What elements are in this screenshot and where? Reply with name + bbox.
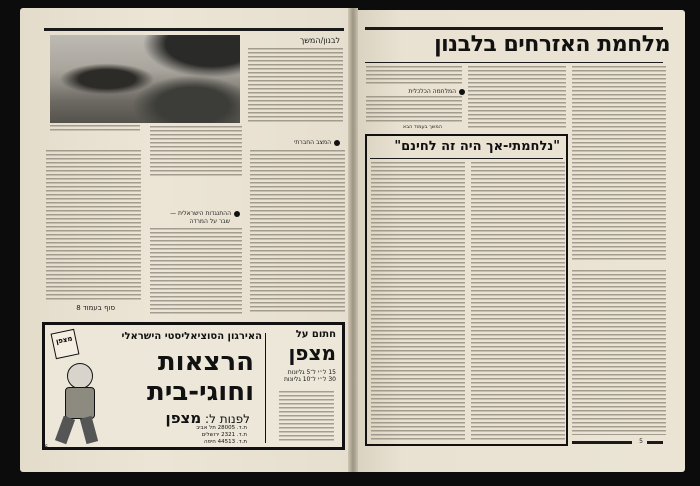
- box-rule: [370, 158, 563, 159]
- cartoon-leg: [80, 416, 98, 444]
- marx-cartoon: [53, 329, 113, 444]
- ad-headline: הרצאות: [157, 347, 254, 377]
- photo-caption: [50, 125, 140, 133]
- page-number: 5: [639, 438, 643, 445]
- boxed-article: [365, 134, 568, 446]
- article-text: [366, 96, 462, 122]
- address: ת.ד. 28005 תל אביב: [196, 425, 247, 431]
- advertisement: [42, 322, 345, 450]
- org-name: האירגון הסוציאליסטי הישראלי: [121, 331, 262, 342]
- address: ת.ד. 44513 חיפה: [204, 439, 247, 445]
- article-text: [248, 48, 343, 123]
- article-text: [371, 162, 465, 442]
- price: 15 ל״י ל־5 גליונות: [287, 369, 336, 376]
- contact-label: לפנות ל: מצפן: [165, 409, 250, 427]
- subhead: המלחמה הכלכלית: [408, 88, 465, 95]
- ad-fine-print: [279, 391, 334, 441]
- cartoon-head: [67, 363, 93, 389]
- subhead: ההתנגדות הישראלית —: [170, 210, 240, 217]
- article-text: [250, 150, 345, 312]
- bottom-rule: [647, 441, 663, 444]
- address: ת.ד. 2321 ירושלים: [201, 432, 247, 438]
- article-text: [150, 228, 242, 316]
- cartoon-body: [65, 387, 95, 419]
- ad-divider: [265, 333, 266, 443]
- page-fold: [348, 8, 358, 472]
- subhead: המצב החברתי: [294, 139, 340, 146]
- addresses: [196, 425, 247, 446]
- subscribe-label: חתום על: [295, 329, 336, 340]
- section-title: לבנון/המשך: [299, 36, 340, 45]
- main-headline: מלחמת האזרחים בלבנון: [434, 32, 670, 57]
- continued-note: סוף בעמוד 8: [76, 304, 115, 312]
- ad-headline: וחוגי-בית: [146, 377, 254, 407]
- bottom-rule: [572, 441, 632, 444]
- article-text: [150, 126, 242, 178]
- page-number: 6: [44, 444, 48, 451]
- cartoon-leg: [55, 416, 75, 445]
- price: 30 ל״י ל־10 גליונות: [283, 376, 336, 383]
- poster: מצפן: [51, 329, 80, 359]
- headline-rule: [365, 62, 663, 63]
- top-rule: [365, 27, 663, 30]
- article-text: [572, 66, 666, 261]
- news-photo: [50, 35, 240, 123]
- article-text: [572, 270, 666, 435]
- subhead: שבר על המרדה: [189, 218, 230, 225]
- boxed-headline: "נלחמתי-אך היה זה לחינם": [394, 139, 560, 154]
- article-text: [468, 66, 566, 128]
- article-text: [471, 162, 565, 442]
- continued-note: המשך בעמוד הבא: [402, 124, 442, 130]
- article-text: [366, 66, 462, 84]
- top-rule: [44, 28, 344, 31]
- brand-logo: מצפן: [288, 341, 336, 365]
- article-text: [46, 150, 141, 300]
